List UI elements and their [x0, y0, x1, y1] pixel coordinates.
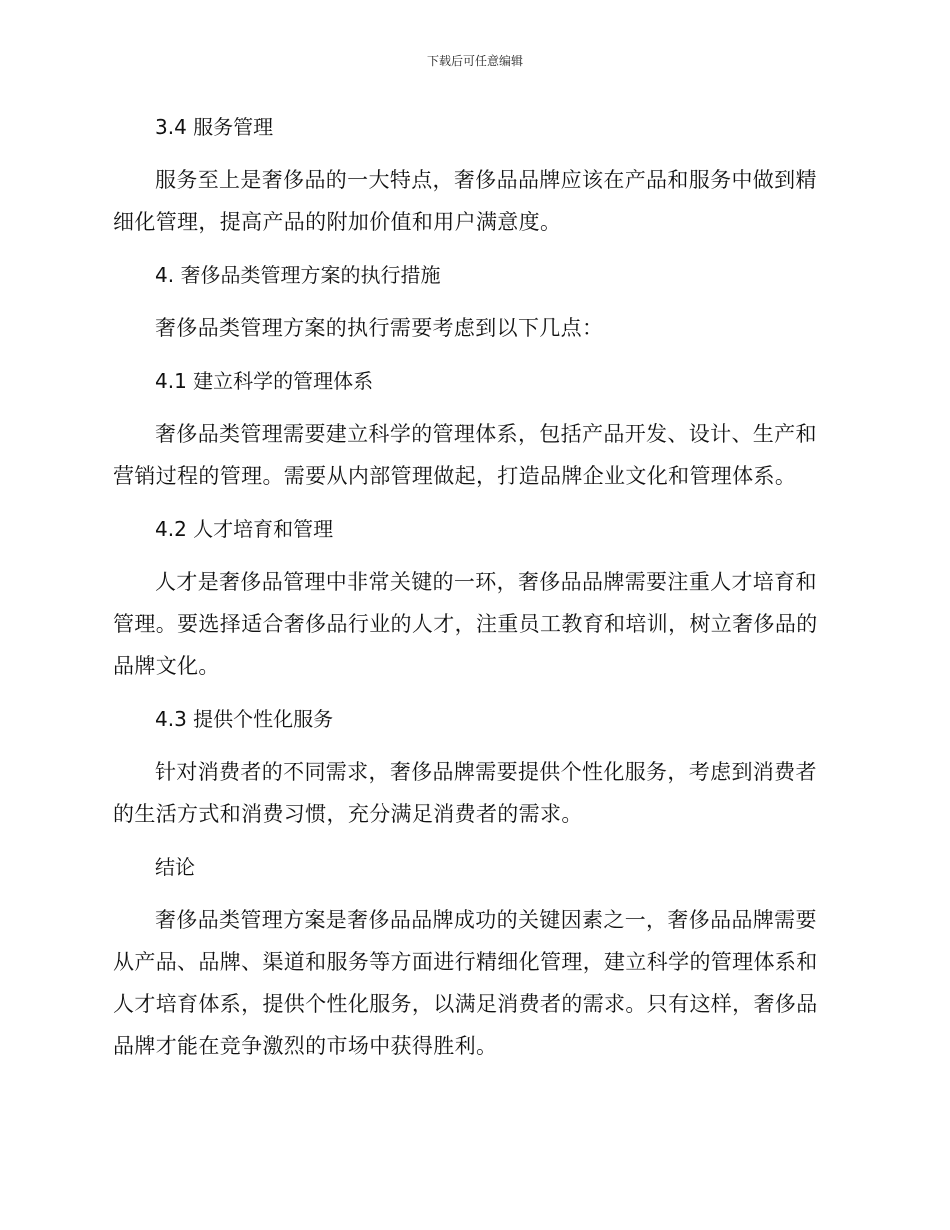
document-body	[113, 106, 833, 1078]
section-paragraph-4-3: 针对消费者的不同需求，奢侈品牌需要提供个性化服务，考虑到消费者的生活方式和消费习惯，充分满足消费者的需求。	[113, 760, 817, 826]
section-paragraph-4-1: 奢侈品类管理需要建立科学的管理体系，包括产品开发、设计、生产和营销过程的管理。需要从内部管理做起，打造品牌企业文化和管理体系。	[113, 422, 817, 488]
section-heading-4-3: 4.3 提供个性化服务	[155, 707, 334, 731]
section-heading-4-2: 4.2 人才培育和管理	[155, 517, 334, 541]
section-heading-4: 4. 奢侈品类管理方案的执行措施	[155, 263, 441, 287]
section-paragraph-4: 奢侈品类管理方案的执行需要考虑到以下几点：	[155, 316, 604, 340]
section-heading-3-4: 3.4 服务管理	[155, 115, 274, 139]
section-paragraph-4-2: 人才是奢侈品管理中非常关键的一环，奢侈品品牌需要注重人才培育和管理。要选择适合奢侈品行业的人才，注重员工教育和培训，树立奢侈品的品牌文化。	[113, 570, 818, 678]
section-heading-4-1: 4.1 建立科学的管理体系	[155, 369, 374, 393]
conclusion-paragraph: 奢侈品类管理方案是奢侈品品牌成功的关键因素之一，奢侈品品牌需要从产品、品牌、渠道和服务等方面进行精细化管理，建立科学的管理体系和人才培育体系，提供个性化服务，以满足消费者的需求。只有这样，奢侈品品牌才能在竞争激烈的市场中获得胜利。	[113, 908, 818, 1058]
page-header-note: 下载后可任意编辑	[426, 54, 523, 68]
section-paragraph-3-4: 服务至上是奢侈品的一大特点，奢侈品品牌应该在产品和服务中做到精细化管理，提高产品的附加价值和用户满意度。	[113, 168, 817, 234]
conclusion-heading: 结论	[155, 855, 195, 879]
